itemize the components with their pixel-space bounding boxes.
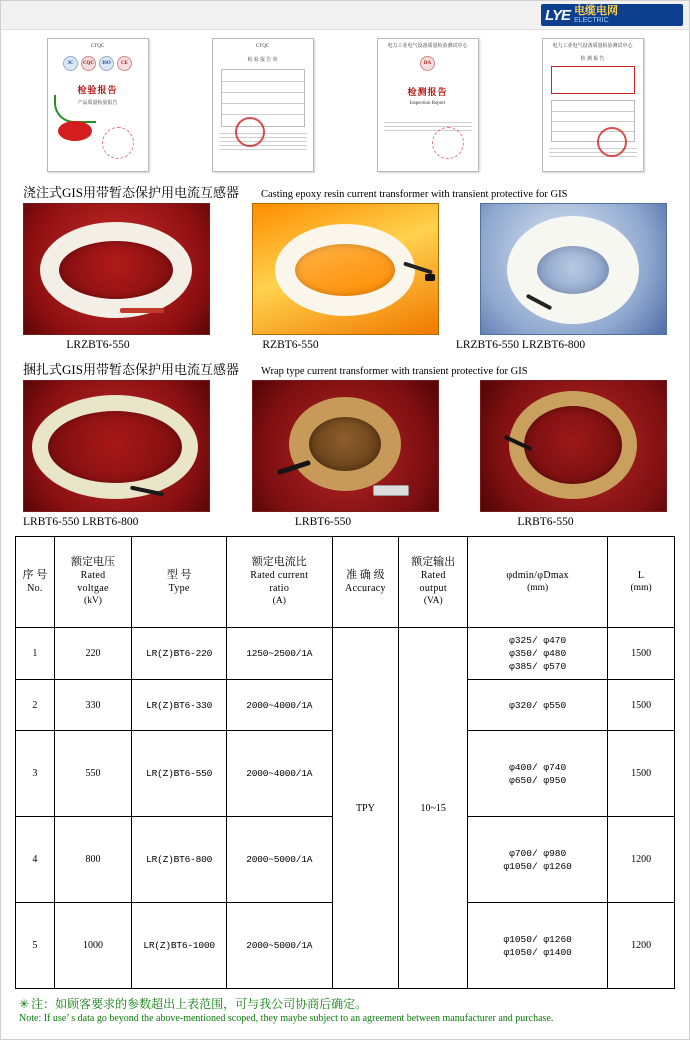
transformer-ring — [40, 222, 192, 318]
cell-ratio: 2000~4000/1A — [227, 731, 333, 817]
product-label: LRBT6-550 — [294, 516, 352, 528]
col-header-no — [16, 537, 55, 628]
certificate-inspection-report-ctqc — [47, 38, 149, 172]
header-unit: (VA) — [423, 596, 443, 606]
col-header-rated-voltage — [54, 537, 132, 628]
certification-badges — [378, 56, 478, 71]
page-header — [1, 1, 689, 30]
section-caption-casting — [1, 176, 689, 203]
header-en: No. — [27, 583, 43, 594]
header-en: Accuracy — [345, 583, 386, 594]
certificate-table-block — [221, 69, 305, 127]
product-label-row-wrap — [1, 512, 689, 534]
cell-type: LR(Z)BT6-800 — [132, 817, 227, 903]
header-unit: (kV) — [84, 596, 102, 606]
certificate-test-report-detail — [542, 38, 644, 172]
cell-ratio: 2000~4000/1A — [227, 680, 333, 731]
badge-icon: CE — [117, 56, 132, 71]
table-header-row — [16, 537, 675, 628]
logo-company-name-en: ELECTRIC — [574, 16, 609, 24]
header-unit: (A) — [272, 596, 286, 606]
product-label-row-casting — [1, 335, 689, 357]
cell-length: 1200 — [608, 817, 675, 903]
cell-ratio: 2000~5000/1A — [227, 903, 333, 989]
decorative-red-ellipse — [58, 121, 92, 141]
cell-length: 1500 — [608, 680, 675, 731]
certification-badges — [48, 56, 148, 71]
product-photo-lrbt6-550-copper — [252, 380, 439, 512]
product-label: LRBT6-550 LRBT6-800 — [23, 516, 139, 528]
col-header-length — [608, 537, 675, 628]
dim-line: φ700/ φ980 — [509, 847, 567, 859]
header-cn: 额定电流比 — [251, 556, 307, 568]
cell-length: 1500 — [608, 731, 675, 817]
logo-company-name-cn: 电缆电网 — [574, 4, 619, 17]
product-photo-lrbt6-550-800 — [23, 380, 210, 512]
col-header-accuracy — [332, 537, 399, 628]
official-seal-icon — [235, 117, 265, 147]
section-caption-cn: 浇注式GIS用带暂态保护用电流互感器 — [23, 185, 239, 200]
lead-connector — [373, 485, 409, 496]
cell-voltage: 800 — [54, 817, 132, 903]
certificate-title: 检测报告 — [407, 87, 448, 97]
transformer-ring — [275, 224, 415, 316]
certificate-text-lines — [384, 122, 472, 131]
badge-icon: DA — [420, 56, 435, 71]
col-header-type — [132, 537, 227, 628]
certificate-top-text: CTQC — [255, 44, 270, 49]
dim-line: φ1050/ φ1400 — [503, 946, 572, 958]
cell-type: LR(Z)BT6-550 — [132, 731, 227, 817]
header-en: Rated — [80, 570, 106, 581]
header-en: φdmin/φDmax — [506, 570, 569, 581]
col-header-diameter — [468, 537, 608, 628]
note-cn-text: 注：如顾客要求的参数超出上表范围，可与我公司协商后确定。 — [31, 997, 368, 1011]
certificate-top-text: 电力工业电气设备质量检验测试中心 — [387, 44, 468, 49]
specification-table-wrap — [1, 534, 689, 989]
company-logo — [541, 4, 683, 26]
product-label: RZBT6-550 — [262, 339, 319, 351]
cell-type: LR(Z)BT6-1000 — [132, 903, 227, 989]
col-header-rated-current-ratio — [227, 537, 333, 628]
dim-line: φ320/ φ550 — [509, 699, 567, 711]
cell-ratio: 2000~5000/1A — [227, 817, 333, 903]
certificate-red-box — [551, 66, 635, 94]
dim-line: φ1050/ φ1260 — [503, 860, 572, 872]
product-photo-lrzbt6-550 — [23, 203, 210, 335]
lead-connector — [425, 274, 435, 281]
header-en: Rated — [420, 570, 446, 581]
dim-line: φ650/ φ950 — [509, 774, 567, 786]
transformer-ring — [507, 216, 639, 324]
header-cn: 额定电压 — [71, 556, 115, 568]
dim-line: φ325/ φ470 — [509, 635, 567, 646]
official-seal-icon — [432, 127, 464, 159]
dim-line: φ350/ φ480 — [509, 648, 567, 659]
transformer-ring — [289, 397, 401, 491]
header-en-2: ratio — [269, 583, 290, 594]
badge-icon: CQC — [81, 56, 96, 71]
cell-accuracy: TPY — [332, 628, 399, 989]
cell-dimensions — [468, 903, 608, 989]
product-label: LRZBT6-550 LRZBT6-800 — [455, 339, 586, 351]
cell-length: 1500 — [608, 628, 675, 680]
header-en: Rated current — [250, 570, 309, 581]
official-seal-icon — [102, 127, 134, 159]
official-seal-icon — [597, 127, 627, 157]
header-en: L — [637, 570, 645, 581]
cell-dimensions — [468, 817, 608, 903]
certificate-test-report-form — [212, 38, 314, 172]
cell-no: 4 — [16, 817, 55, 903]
note-en-text: Note: If use’ s data go beyond the above-mentioned scoped, they maybe subject to an agreement between manufacturer and purchase. — [19, 1013, 554, 1024]
dim-line: φ385/ φ570 — [509, 661, 567, 672]
transformer-ring — [32, 395, 198, 499]
certificate-subtitle: 产品质量检验报告 — [77, 101, 118, 106]
product-photo-lrbt6-550-ring — [480, 380, 667, 512]
cell-type: LR(Z)BT6-220 — [132, 628, 227, 680]
product-photo-row-casting — [1, 203, 689, 335]
section-caption-wrap — [1, 357, 689, 380]
header-cn: 型 号 — [166, 569, 192, 581]
cell-dimensions — [468, 731, 608, 817]
logo-mark: LYE — [545, 6, 571, 24]
certificate-subtitle: 检 测 报 告 — [580, 57, 605, 62]
certificate-subtitle: Inspection Report — [409, 101, 446, 106]
cell-no: 5 — [16, 903, 55, 989]
header-en: Type — [168, 583, 190, 594]
decorative-leaf-icon — [54, 95, 96, 123]
product-label: LRBT6-550 — [517, 516, 574, 528]
cell-voltage: 1000 — [54, 903, 132, 989]
table-row — [16, 628, 675, 680]
lead-wire — [120, 308, 164, 313]
product-photo-rzbt6-550 — [252, 203, 439, 335]
product-photo-lrzbt6-550-800 — [480, 203, 667, 335]
footer-note — [1, 989, 689, 1024]
header-cn: 额定输出 — [411, 556, 456, 568]
cell-output: 10~15 — [399, 628, 468, 989]
cell-voltage: 220 — [54, 628, 132, 680]
certificate-top-text: 电力工业电气设备质量检验测试中心 — [552, 44, 633, 49]
badge-icon: 3C — [63, 56, 78, 71]
specification-table — [15, 536, 675, 989]
badge-icon: ISO — [99, 56, 114, 71]
cell-dimensions — [468, 680, 608, 731]
header-unit: (mm) — [527, 583, 549, 593]
note-cn-line — [19, 995, 675, 1012]
header-en-2: output — [419, 583, 447, 594]
cell-ratio: 1250~2500/1A — [227, 628, 333, 680]
header-cn: 准 确 级 — [346, 569, 385, 581]
cell-no: 1 — [16, 628, 55, 680]
certificate-title: 检验报告 — [77, 85, 118, 95]
product-photo-row-wrap — [1, 380, 689, 512]
product-label: LRZBT6-550 — [66, 339, 130, 351]
cell-voltage: 330 — [54, 680, 132, 731]
certificate-inspection-report-en — [377, 38, 479, 172]
section-caption-en: Wrap type current transformer with transient protective for GIS — [260, 366, 528, 377]
cell-voltage: 550 — [54, 731, 132, 817]
header-en-2: voltgae — [77, 583, 109, 594]
cell-type: LR(Z)BT6-330 — [132, 680, 227, 731]
certificate-top-text: CTQC — [90, 44, 105, 49]
cell-length: 1200 — [608, 903, 675, 989]
star-icon: ✳ — [19, 997, 30, 1011]
header-cn: 序 号 — [22, 569, 48, 581]
section-caption-en: Casting epoxy resin current transformer with transient protective for GIS — [260, 189, 568, 200]
col-header-rated-output — [399, 537, 468, 628]
cell-dimensions — [468, 628, 608, 680]
dim-line: φ400/ φ740 — [509, 761, 567, 773]
cell-no: 3 — [16, 731, 55, 817]
section-caption-cn: 捆扎式GIS用带暂态保护用电流互感器 — [23, 362, 239, 377]
certificate-subtitle: 检 验 报 告 单 — [247, 58, 278, 63]
certificate-gallery — [1, 30, 689, 176]
dim-line: φ1050/ φ1260 — [503, 933, 572, 945]
cell-no: 2 — [16, 680, 55, 731]
header-unit: (mm) — [630, 583, 652, 593]
